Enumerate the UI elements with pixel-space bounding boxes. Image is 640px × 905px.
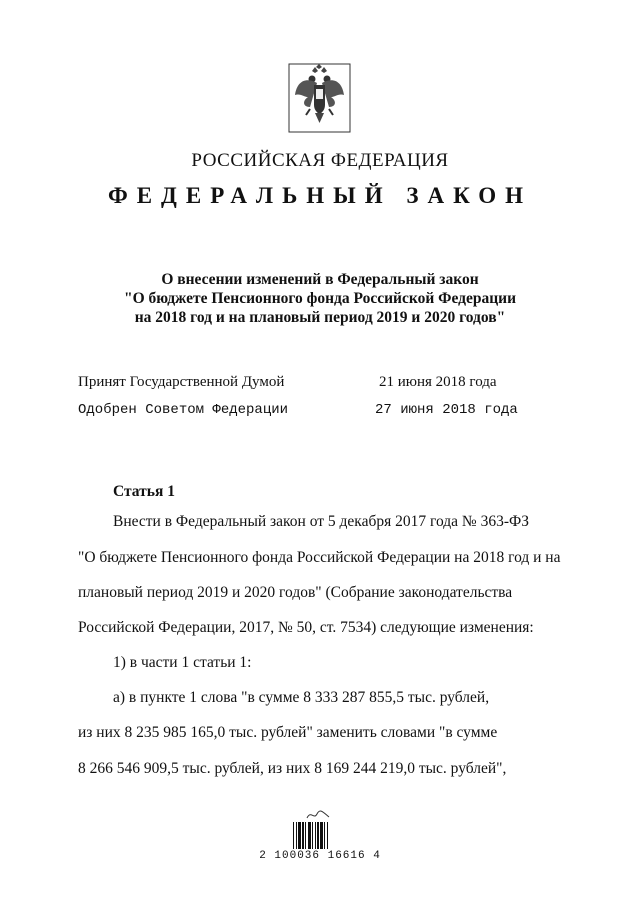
paragraph-line: из них 8 235 985 165,0 тыс. рублей" заменить словами "в сумме — [78, 724, 498, 741]
barcode-number: 2 100036 16616 4 — [259, 850, 381, 862]
barcode-bar — [312, 822, 313, 849]
law-title-line: О внесении изменений в Федеральный закон — [161, 271, 479, 288]
barcode-bar — [302, 822, 304, 849]
paragraph-line: Внести в Федеральный закон от 5 декабря 2017 года № 363-ФЗ — [113, 513, 529, 530]
barcode-bar — [327, 822, 328, 849]
paragraph-line: плановый период 2019 и 2020 годов" (Собрание законодательства — [78, 584, 513, 601]
council-approval-date: 27 июня 2018 года — [375, 402, 518, 418]
law-title — [80, 270, 560, 327]
barcode-bar — [320, 822, 323, 849]
barcode-bar — [315, 822, 316, 849]
duma-adoption-label: Принят Государственной Думой — [78, 374, 285, 390]
barcode-bar — [305, 822, 306, 849]
barcode-bar — [317, 822, 319, 849]
council-approval-label: Одобрен Советом Федерации — [78, 402, 289, 418]
paragraph-line: "О бюджете Пенсионного фонда Российской Федерации на 2018 год и на — [78, 549, 561, 566]
barcode-bar — [296, 822, 297, 849]
paragraph-line: а) в пункте 1 слова "в сумме 8 333 287 855,5 тыс. рублей, — [113, 689, 490, 706]
barcode-bar — [293, 822, 294, 849]
barcode-bar — [324, 822, 325, 849]
barcode — [293, 822, 345, 849]
law-title-line: "О бюджете Пенсионного фонда Российской Федерации — [123, 290, 517, 307]
barcode-bar — [298, 822, 301, 849]
paragraph-line: Российской Федерации, 2017, № 50, ст. 7534) следующие изменения: — [78, 619, 534, 636]
barcode-bar — [308, 822, 311, 849]
law-title-line: на 2018 год и на плановый период 2019 и 2020 годов" — [134, 309, 506, 326]
country-name: РОССИЙСКАЯ ФЕДЕРАЦИЯ — [191, 150, 449, 171]
document-type: ФЕДЕРАЛЬНЫЙ ЗАКОН — [107, 183, 533, 208]
signature-mark-icon — [305, 808, 331, 822]
russian-coat-of-arms-icon — [288, 63, 351, 133]
duma-adoption-date: 21 июня 2018 года — [379, 374, 497, 390]
list-item: 1) в части 1 статьи 1: — [113, 654, 252, 671]
article-heading: Статья 1 — [113, 483, 175, 500]
paragraph-line: 8 266 546 909,5 тыс. рублей, из них 8 169 244 219,0 тыс. рублей", — [78, 760, 507, 777]
